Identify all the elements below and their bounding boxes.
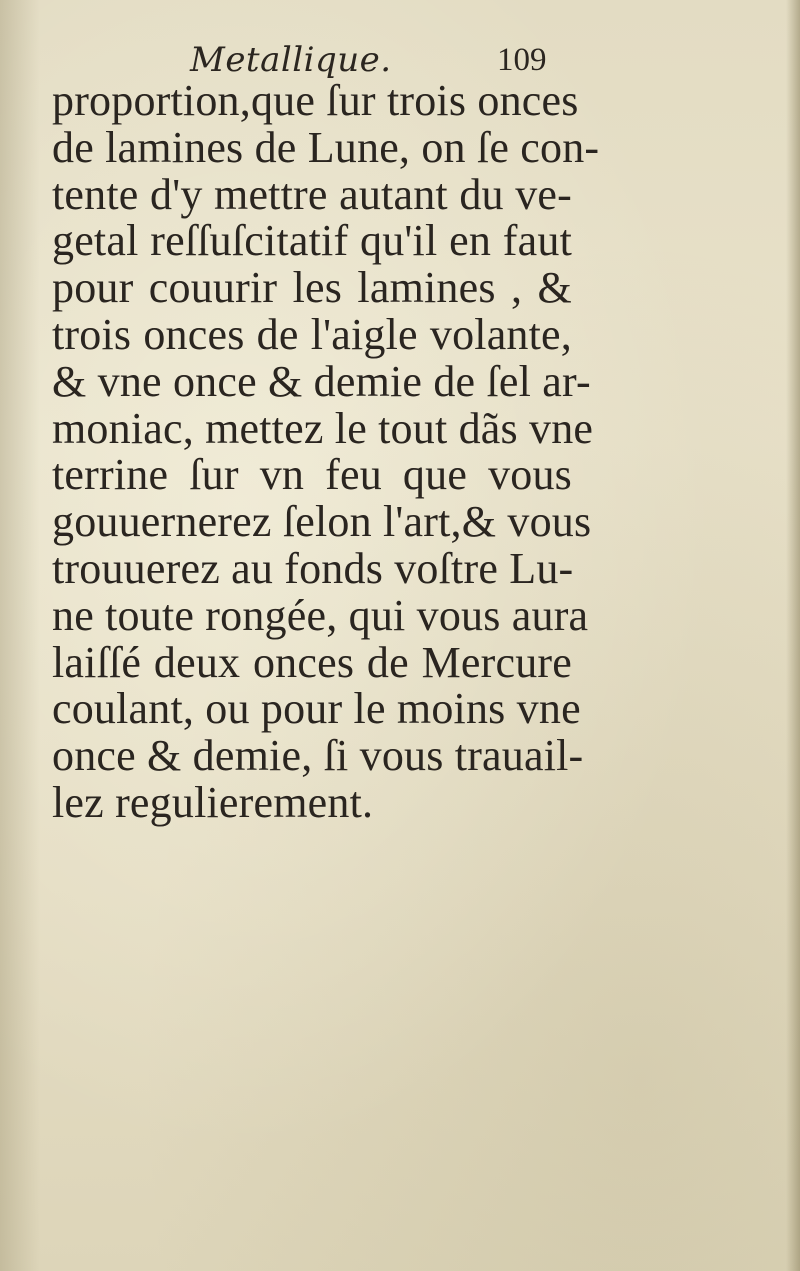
page-number: 109 <box>497 42 547 78</box>
text-line: laiſſé deux onces de Mercure <box>52 637 572 687</box>
text-line: pour couurir les lamines , & <box>52 263 572 313</box>
page-edge <box>786 0 800 1271</box>
text-line: proportion,que ſur trois onces <box>52 76 579 125</box>
text-line: tente d'y mettre autant du ve- <box>52 169 572 219</box>
text-line: coulant, ou pour le moins vne <box>52 684 581 734</box>
page-gutter-shadow <box>0 0 40 1271</box>
text-line: moniac, mettez le tout dãs vne <box>52 403 594 453</box>
text-line: ne toute rongée, qui vous aura <box>52 590 589 640</box>
text-line: trois onces de l'aigle volante, <box>52 309 572 359</box>
text-line: getal reſſuſcitatif qu'il en faut <box>52 216 572 266</box>
text-line: trouuerez au fonds voſtre Lu- <box>52 543 574 593</box>
text-line: de lamines de Lune, on ſe con- <box>52 122 600 172</box>
text-line: & vne once & demie de ſel ar- <box>52 356 591 406</box>
text-line: once & demie, ſi vous trauail- <box>52 731 584 781</box>
running-head-title: Metallique. <box>190 40 392 80</box>
text-line: gouuernerez ſelon l'art,& vous <box>52 497 592 547</box>
text-line: terrine ſur vn feu que vous <box>52 450 572 500</box>
text-line-last: lez regulierement. <box>52 777 374 827</box>
body-text <box>52 76 600 827</box>
